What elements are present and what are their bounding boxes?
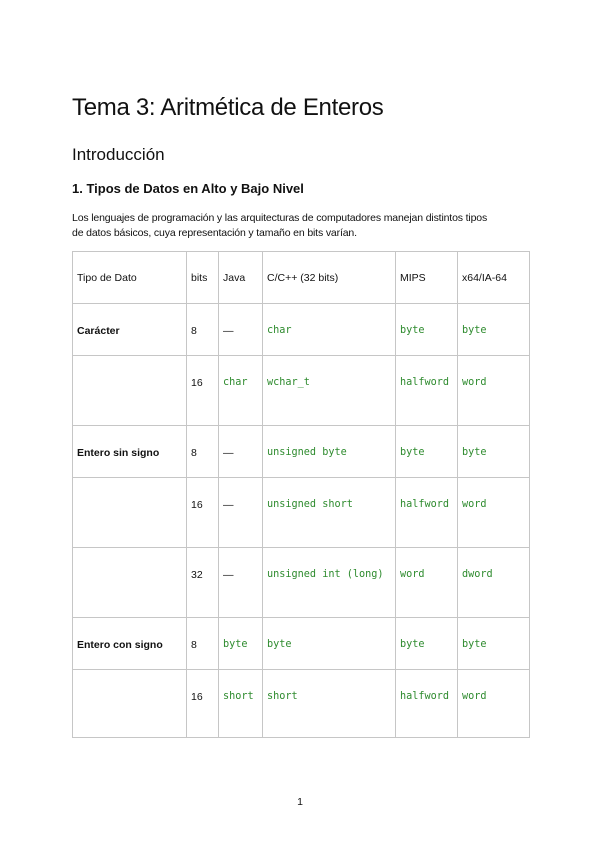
cell-c-cpp: unsigned short bbox=[263, 478, 396, 548]
cell-mips: halfword bbox=[396, 478, 458, 548]
cell-c-cpp: byte bbox=[263, 618, 396, 670]
cell-c-cpp: wchar_t bbox=[263, 356, 396, 426]
cell-c-cpp: unsigned int (long) bbox=[263, 548, 396, 618]
cell-bits: 16 bbox=[187, 356, 219, 426]
header-mips: MIPS bbox=[396, 252, 458, 304]
document-title: Tema 3: Aritmética de Enteros bbox=[72, 94, 384, 121]
table-row bbox=[73, 670, 530, 738]
table-header-row bbox=[73, 252, 530, 304]
header-x64: x64/IA-64 bbox=[458, 252, 530, 304]
cell-type bbox=[73, 478, 187, 548]
intro-line-1: Los lenguajes de programación y las arquitecturas de computadores manejan distintos tipos bbox=[72, 212, 488, 224]
cell-x64: word bbox=[458, 356, 530, 426]
cell-bits: 8 bbox=[187, 426, 219, 478]
cell-type: Entero con signo bbox=[73, 618, 187, 670]
cell-bits: 32 bbox=[187, 548, 219, 618]
cell-bits: 16 bbox=[187, 670, 219, 738]
cell-bits: 16 bbox=[187, 478, 219, 548]
cell-java: — bbox=[219, 304, 263, 356]
cell-bits: 8 bbox=[187, 618, 219, 670]
header-java: Java bbox=[219, 252, 263, 304]
cell-mips: byte bbox=[396, 618, 458, 670]
cell-x64: word bbox=[458, 670, 530, 738]
section-heading: Introducción bbox=[72, 145, 165, 164]
cell-type: Carácter bbox=[73, 304, 187, 356]
intro-paragraph bbox=[72, 211, 530, 241]
table-row bbox=[73, 304, 530, 356]
cell-x64: byte bbox=[458, 304, 530, 356]
cell-java: byte bbox=[219, 618, 263, 670]
page-number: 1 bbox=[297, 796, 303, 808]
header-tipo-de-dato: Tipo de Dato bbox=[73, 252, 187, 304]
cell-x64: dword bbox=[458, 548, 530, 618]
header-bits: bits bbox=[187, 252, 219, 304]
cell-type bbox=[73, 670, 187, 738]
table-row bbox=[73, 356, 530, 426]
cell-mips: byte bbox=[396, 304, 458, 356]
cell-type bbox=[73, 548, 187, 618]
table-row bbox=[73, 426, 530, 478]
cell-mips: word bbox=[396, 548, 458, 618]
cell-type: Entero sin signo bbox=[73, 426, 187, 478]
cell-x64: byte bbox=[458, 426, 530, 478]
cell-mips: halfword bbox=[396, 670, 458, 738]
cell-type bbox=[73, 356, 187, 426]
cell-c-cpp: unsigned byte bbox=[263, 426, 396, 478]
cell-x64: word bbox=[458, 478, 530, 548]
cell-mips: byte bbox=[396, 426, 458, 478]
cell-mips: halfword bbox=[396, 356, 458, 426]
cell-x64: byte bbox=[458, 618, 530, 670]
cell-java: — bbox=[219, 426, 263, 478]
cell-java: char bbox=[219, 356, 263, 426]
header-c-cpp: C/C++ (32 bits) bbox=[263, 252, 396, 304]
cell-c-cpp: char bbox=[263, 304, 396, 356]
cell-java: — bbox=[219, 548, 263, 618]
cell-java: — bbox=[219, 478, 263, 548]
intro-line-2: de datos básicos, cuya representación y tamaño en bits varían. bbox=[72, 227, 357, 239]
table-row bbox=[73, 618, 530, 670]
subsection-heading: 1. Tipos de Datos en Alto y Bajo Nivel bbox=[72, 181, 304, 196]
cell-java: short bbox=[219, 670, 263, 738]
table-row bbox=[73, 478, 530, 548]
table-row bbox=[73, 548, 530, 618]
cell-bits: 8 bbox=[187, 304, 219, 356]
cell-c-cpp: short bbox=[263, 670, 396, 738]
data-types-table bbox=[72, 251, 530, 738]
